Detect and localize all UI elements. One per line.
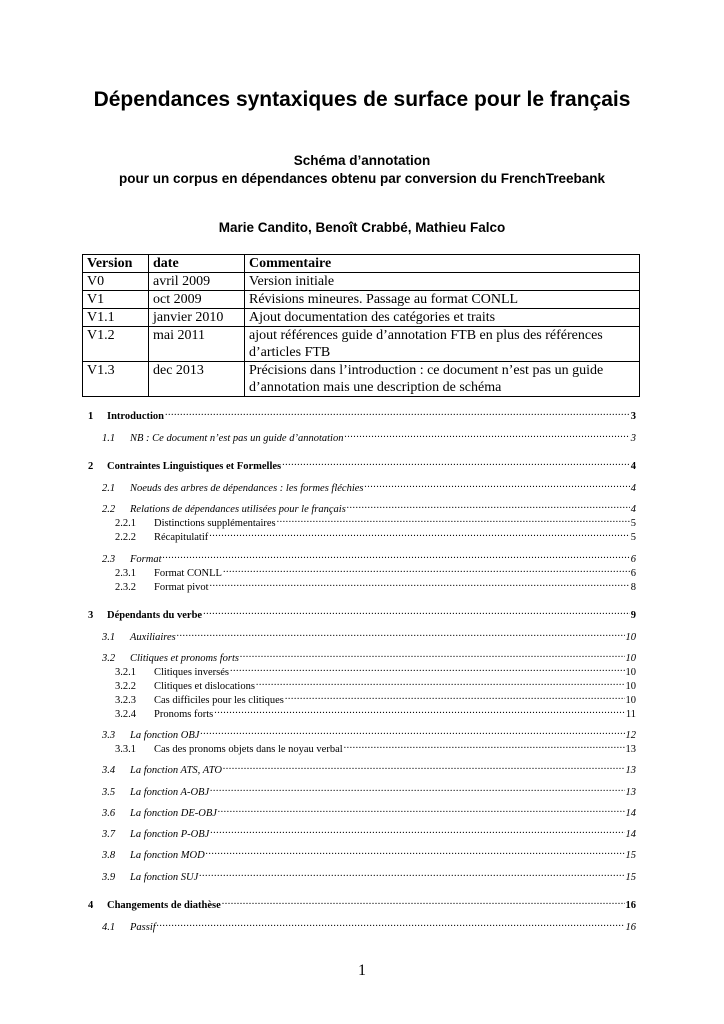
toc-number: 2.3: [102, 554, 116, 565]
toc-entry[interactable]: [102, 761, 636, 778]
toc-number: 3.4: [102, 765, 116, 776]
date-cell: janvier 2010: [149, 309, 245, 327]
version-cell: V1.2: [83, 327, 149, 362]
version-table: [82, 254, 640, 397]
toc-number: 3.7: [102, 829, 116, 840]
toc-leader: [282, 457, 630, 469]
toc-entry[interactable]: [102, 804, 636, 821]
toc-leader: [218, 804, 625, 816]
toc-entry[interactable]: [115, 578, 636, 595]
toc-title: Clitiques inversés: [154, 667, 229, 678]
toc-entry[interactable]: [102, 429, 636, 446]
toc-leader: [214, 705, 625, 717]
toc-number: 1: [88, 411, 94, 422]
comment-cell: Révisions mineures. Passage au format CONLL: [245, 291, 640, 309]
toc-number: 3.1: [102, 632, 116, 643]
document-title: Dépendances syntaxiques de surface pour le français: [93, 88, 631, 111]
toc-leader: [210, 578, 630, 590]
toc-leader: [347, 500, 630, 512]
toc-title: Format pivot: [154, 582, 209, 593]
toc-page: 11: [625, 709, 636, 720]
toc-leader: [157, 918, 625, 930]
toc-number: 4: [88, 900, 94, 911]
toc-number: 3.2.1: [115, 667, 136, 678]
header-date: date: [149, 255, 245, 273]
toc-leader: [285, 691, 625, 703]
toc-entry[interactable]: [102, 825, 636, 842]
toc-entry[interactable]: [102, 783, 636, 800]
toc-title: Noeuds des arbres de dépendances : les formes fléchies: [130, 483, 364, 494]
toc-page: 6: [630, 568, 636, 579]
toc-page: 6: [630, 554, 636, 565]
toc-leader: [230, 663, 625, 675]
toc-title: Passif: [130, 922, 156, 933]
toc-title: Clitiques et dislocations: [154, 681, 255, 692]
table-row: [83, 362, 640, 397]
header-version: Version: [83, 255, 149, 273]
toc-title: Pronoms forts: [154, 709, 214, 720]
toc-entry[interactable]: [102, 868, 636, 885]
date-cell: dec 2013: [149, 362, 245, 397]
toc-page: 10: [625, 667, 636, 678]
toc-entry[interactable]: [115, 705, 636, 722]
comment-cell: Précisions dans l’introduction : ce document n’est pas un guide d’annotation mais une description de schéma: [245, 362, 640, 397]
toc-page: 5: [630, 532, 636, 543]
version-cell: V1.1: [83, 309, 149, 327]
toc-page: 14: [625, 808, 636, 819]
toc-leader: [344, 740, 625, 752]
toc-title: La fonction P-OBJ: [130, 829, 210, 840]
toc-title: Auxiliaires: [130, 632, 176, 643]
toc-title: Récapitulatif: [154, 532, 209, 543]
authors: Marie Candito, Benoît Crabbé, Mathieu Falco: [218, 220, 506, 235]
toc-leader: [277, 514, 630, 526]
toc-entry[interactable]: [88, 606, 636, 623]
toc-title: Clitiques et pronoms forts: [130, 653, 239, 664]
toc-entry[interactable]: [88, 457, 636, 474]
table-row: [83, 291, 640, 309]
comment-cell: Ajout documentation des catégories et traits: [245, 309, 640, 327]
toc-page: 10: [625, 653, 636, 664]
toc-page: 15: [625, 872, 636, 883]
toc-title: Relations de dépendances utilisées pour le français: [130, 504, 346, 515]
toc-title: Cas difficiles pour les clitiques: [154, 695, 284, 706]
toc-leader: [199, 868, 624, 880]
date-cell: oct 2009: [149, 291, 245, 309]
toc-number: 3.2.3: [115, 695, 136, 706]
toc-page: 13: [625, 787, 636, 798]
toc-page: 14: [625, 829, 636, 840]
toc-number: 2.1: [102, 483, 116, 494]
toc-title: La fonction DE-OBJ: [130, 808, 217, 819]
toc-title: La fonction OBJ: [130, 730, 200, 741]
toc-title: La fonction SUJ: [130, 872, 199, 883]
toc-leader: [165, 407, 630, 419]
table-row: [83, 309, 640, 327]
comment-cell: Version initiale: [245, 273, 640, 291]
toc-number: 3.2.4: [115, 709, 136, 720]
toc-page: 4: [630, 504, 636, 515]
toc-leader: [200, 726, 624, 738]
toc-title: Dépendants du verbe: [107, 610, 203, 621]
toc-number: 1.1: [102, 433, 116, 444]
toc-title: La fonction MOD: [130, 850, 205, 861]
table-row: [83, 327, 640, 362]
subtitle-line-2: pour un corpus en dépendances obtenu par conversion du FrenchTreebank: [118, 171, 606, 186]
toc-page: 10: [625, 632, 636, 643]
toc-number: 4.1: [102, 922, 116, 933]
toc-title: Format CONLL: [154, 568, 222, 579]
toc-leader: [223, 564, 630, 576]
toc-leader: [222, 896, 625, 908]
toc-number: 3.2.2: [115, 681, 136, 692]
version-table-header: [83, 255, 640, 273]
subtitle-line-1: Schéma d’annotation: [293, 153, 431, 168]
toc-entry[interactable]: [88, 896, 636, 913]
toc-page: 15: [625, 850, 636, 861]
toc-leader: [223, 761, 625, 773]
toc-leader: [163, 550, 630, 562]
toc-leader: [364, 479, 629, 491]
toc-page: 9: [630, 610, 636, 621]
toc-entry[interactable]: [88, 407, 636, 424]
toc-leader: [256, 677, 625, 689]
toc-title: La fonction A-OBJ: [130, 787, 210, 798]
toc-leader: [209, 528, 630, 540]
toc-page: 3: [630, 433, 636, 444]
toc-number: 3: [88, 610, 94, 621]
toc-leader: [177, 628, 625, 640]
toc-entry[interactable]: [102, 479, 636, 496]
toc-page: 10: [625, 695, 636, 706]
toc-entry[interactable]: [102, 918, 636, 935]
toc-leader: [206, 846, 625, 858]
toc-number: 3.6: [102, 808, 116, 819]
toc-page: 5: [630, 518, 636, 529]
header-comment: Commentaire: [245, 255, 640, 273]
toc-title: Distinctions supplémentaires: [154, 518, 276, 529]
toc-title: Introduction: [107, 411, 164, 422]
toc-entry[interactable]: [115, 740, 636, 757]
toc-leader: [203, 606, 630, 618]
page-number: 1: [358, 962, 366, 979]
toc-page: 12: [625, 730, 636, 741]
comment-cell: ajout références guide d’annotation FTB en plus des références d’articles FTB: [245, 327, 640, 362]
toc-page: 16: [625, 900, 636, 911]
toc-number: 3.5: [102, 787, 116, 798]
table-row: [83, 273, 640, 291]
toc-page: 13: [625, 744, 636, 755]
toc-page: 16: [625, 922, 636, 933]
toc-number: 2.3.1: [115, 568, 136, 579]
toc-page: 4: [630, 461, 636, 472]
version-cell: V0: [83, 273, 149, 291]
toc-number: 2.2: [102, 504, 116, 515]
toc-number: 2.3.2: [115, 582, 136, 593]
version-cell: V1: [83, 291, 149, 309]
toc-leader: [240, 649, 625, 661]
toc-number: 3.9: [102, 872, 116, 883]
toc-number: 2.2.2: [115, 532, 136, 543]
toc-page: 4: [630, 483, 636, 494]
toc-entry[interactable]: [102, 628, 636, 645]
toc-page: 8: [630, 582, 636, 593]
version-cell: V1.3: [83, 362, 149, 397]
toc-leader: [210, 825, 624, 837]
toc-number: 3.3: [102, 730, 116, 741]
toc-number: 3.8: [102, 850, 116, 861]
date-cell: mai 2011: [149, 327, 245, 362]
date-cell: avril 2009: [149, 273, 245, 291]
toc-entry[interactable]: [102, 846, 636, 863]
toc-leader: [210, 783, 624, 795]
toc-title: Contraintes Linguistiques et Formelles: [107, 461, 282, 472]
toc-title: NB : Ce document n’est pas un guide d’annotation: [130, 433, 344, 444]
toc-title: La fonction ATS, ATO: [130, 765, 222, 776]
toc-number: 2: [88, 461, 94, 472]
toc-number: 2.2.1: [115, 518, 136, 529]
toc-number: 3.2: [102, 653, 116, 664]
toc-entry[interactable]: [115, 528, 636, 545]
toc-number: 3.3.1: [115, 744, 136, 755]
toc-title: Format: [130, 554, 162, 565]
toc-title: Cas des pronoms objets dans le noyau verbal: [154, 744, 343, 755]
toc-leader: [344, 429, 629, 441]
toc-page: 10: [625, 681, 636, 692]
toc-title: Changements de diathèse: [107, 900, 221, 911]
toc-page: 13: [625, 765, 636, 776]
toc-page: 3: [630, 411, 636, 422]
document-subtitle: [60, 152, 664, 188]
